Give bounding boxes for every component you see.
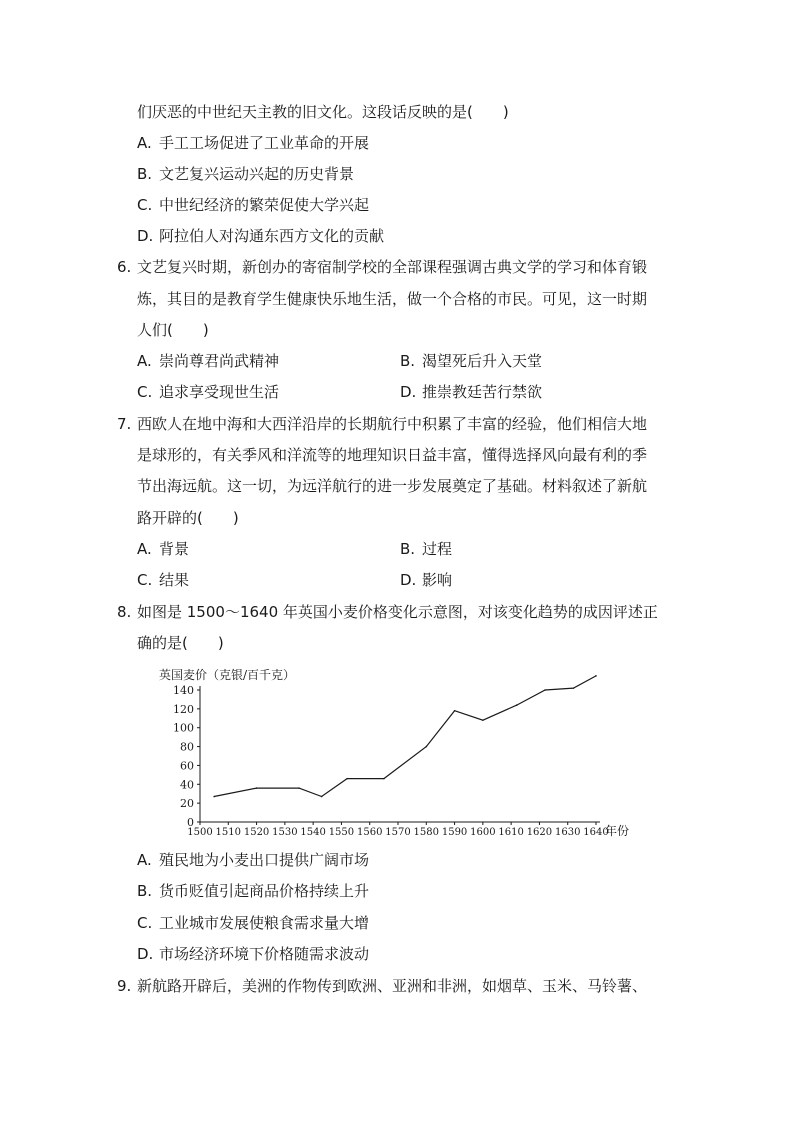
data-point (454, 710, 456, 712)
option-text: 结果 (159, 571, 190, 589)
option-label: A. (137, 134, 152, 152)
x-tick-label: 1610 (498, 827, 524, 838)
prev-option-c[interactable] (137, 195, 369, 215)
q7-stem-line-4: 路开辟的( ) (137, 509, 239, 527)
data-point (213, 796, 215, 798)
q7-stem-line-1: 西欧人在地中海和大西洋沿岸的长期航行中积累了丰富的经验，他们相信大地 (137, 415, 648, 433)
x-axis-title: 年份 (605, 824, 630, 838)
q8-number: 8. (117, 603, 132, 621)
data-point (573, 687, 575, 689)
x-tick-label: 1550 (328, 827, 355, 838)
option-label: C. (137, 196, 153, 214)
option-text: 追求享受现世生活 (159, 383, 280, 401)
y-tick-label: 20 (180, 797, 194, 811)
x-tick-label: 1530 (272, 827, 298, 838)
q7-option-b[interactable] (400, 539, 452, 559)
option-text: 影响 (422, 571, 453, 589)
option-text: 殖民地为小麦出口提供广阔市场 (159, 851, 370, 869)
wheat-price-series-line (214, 676, 596, 797)
x-tick-label: 1620 (526, 827, 553, 838)
option-label: A. (137, 540, 152, 558)
y-tick-label: 100 (173, 721, 194, 735)
q6-stem-line-2: 炼，其目的是教育学生健康快乐地生活，做一个合格的市民。可见，这一时期 (137, 290, 648, 308)
q8-stem-line-2: 确的是( ) (137, 634, 224, 652)
x-tick-label: 1570 (385, 827, 411, 838)
data-point (346, 778, 348, 780)
option-label: B. (400, 540, 416, 558)
option-text: 过程 (422, 540, 453, 558)
y-tick-label: 40 (180, 778, 194, 792)
option-text: 工业城市发展使粮食需求量大增 (159, 914, 370, 932)
data-point (482, 719, 484, 721)
q9-stem-line-1: 新航路开辟后，美洲的作物传到欧洲、亚洲和非洲，如烟草、玉米、马铃薯、 (137, 977, 648, 995)
x-tick-label: 1510 (215, 827, 242, 838)
x-tick-label: 1640 (583, 827, 609, 838)
option-label: C. (137, 383, 153, 401)
x-tick-label: 1520 (243, 827, 270, 838)
y-tick-label: 0 (187, 816, 194, 829)
option-text: 中世纪经济的繁荣促使大学兴起 (159, 196, 370, 214)
prev-question-stem-tail: 们厌恶的中世纪天主教的旧文化。这段话反映的是( ) (137, 103, 509, 121)
data-point (516, 704, 518, 706)
option-text: 渴望死后升入天堂 (422, 352, 543, 370)
q8-option-a[interactable] (137, 850, 369, 870)
option-text: 推崇教廷苦行禁欲 (422, 383, 543, 401)
prev-option-b[interactable] (137, 164, 354, 184)
x-tick-label: 1580 (413, 827, 440, 838)
q7-option-c[interactable] (137, 570, 189, 590)
option-label: D. (400, 571, 417, 589)
data-point (383, 778, 385, 780)
option-label: C. (137, 914, 153, 932)
q7-option-d[interactable] (400, 570, 452, 590)
x-tick-label: 1560 (356, 827, 383, 838)
x-tick-label: 1630 (554, 827, 581, 838)
q7-stem-line-3: 节出海远航。这一切，为远洋航行的进一步发展奠定了基础。材料叙述了新航 (137, 477, 648, 495)
data-point (298, 787, 300, 789)
x-tick-label: 1600 (470, 827, 496, 838)
wheat-price-chart (155, 662, 645, 840)
prev-option-a[interactable] (137, 133, 369, 153)
option-label: A. (137, 851, 152, 869)
data-point (544, 689, 546, 691)
y-tick-label: 60 (180, 759, 194, 773)
y-tick-label: 120 (173, 702, 194, 716)
option-text: 阿拉伯人对沟通东西方文化的贡献 (159, 227, 385, 245)
q6-stem-line-1: 文艺复兴时期，新创办的寄宿制学校的全部课程强调古典文学的学习和体育锻 (137, 258, 648, 276)
q6-option-b[interactable] (400, 351, 542, 371)
q6-stem-line-3: 人们( ) (137, 321, 209, 339)
q7-stem-line-2: 是球形的，有关季风和洋流等的地理知识日益丰富，懂得选择风向最有利的季 (137, 446, 648, 464)
option-text: 货币贬值引起商品价格持续上升 (159, 882, 370, 900)
y-axis-title: 英国麦价（克银/百千克） (159, 668, 296, 682)
y-tick-label: 140 (173, 684, 194, 697)
option-label: B. (400, 352, 416, 370)
option-text: 市场经济环境下价格随需求波动 (159, 945, 370, 963)
q6-option-d[interactable] (400, 382, 542, 402)
option-text: 手工工场促进了工业革命的开展 (159, 134, 370, 152)
q6-number: 6. (117, 258, 132, 276)
data-point (595, 675, 597, 677)
x-tick-label: 1590 (441, 827, 468, 838)
data-point (321, 796, 323, 798)
option-text: 背景 (159, 540, 190, 558)
x-tick-label: 1540 (300, 827, 326, 838)
q7-option-a[interactable] (137, 539, 189, 559)
q6-option-a[interactable] (137, 351, 279, 371)
q9-number: 9. (117, 977, 132, 995)
data-point (256, 787, 258, 789)
option-label: A. (137, 352, 152, 370)
option-label: B. (137, 882, 153, 900)
option-text: 崇尚尊君尚武精神 (159, 352, 280, 370)
prev-option-d[interactable] (137, 226, 384, 246)
option-label: D. (400, 383, 417, 401)
q6-option-c[interactable] (137, 382, 279, 402)
option-label: B. (137, 165, 153, 183)
q8-option-d[interactable] (137, 944, 369, 964)
q8-option-b[interactable] (137, 881, 369, 901)
x-tick-label: 1500 (187, 827, 213, 838)
q8-stem-line-1: 如图是 1500～1640 年英国小麦价格变化示意图，对该变化趋势的成因评述正 (137, 603, 658, 621)
q8-option-c[interactable] (137, 913, 369, 933)
option-text: 文艺复兴运动兴起的历史背景 (159, 165, 355, 183)
data-point (425, 746, 427, 748)
option-label: D. (137, 227, 154, 245)
option-label: C. (137, 571, 153, 589)
q7-number: 7. (117, 415, 132, 433)
y-tick-label: 80 (180, 740, 194, 754)
option-label: D. (137, 945, 154, 963)
